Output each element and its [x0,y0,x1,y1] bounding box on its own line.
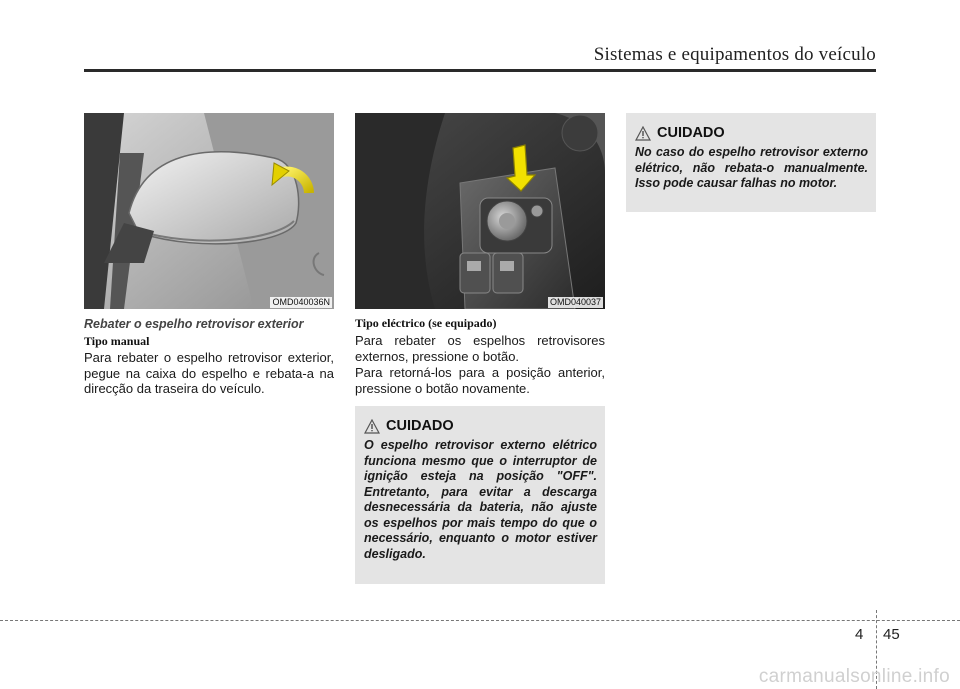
figure-code: OMD040036N [272,297,330,307]
footer-rule [0,620,960,621]
running-header: Sistemas e equipamentos do veículo [593,44,876,65]
mirror-fold-illustration [84,113,334,309]
caution-box-manual-fold [626,113,876,212]
manual-type-section [84,334,334,397]
caution-text: No caso do espelho retrovisor externo elétrico, não rebata-o manualmente. Isso pode causar falhas no motor. [635,145,868,190]
electric-type-label: Tipo eléctrico (se equipado) [355,316,497,330]
caution-title: CUIDADO [386,418,454,434]
caution-title: CUIDADO [657,125,725,141]
electric-type-paragraph-1: Para rebater os espelhos retrovisores externos, pressione o botão. [355,333,605,364]
figure-code: OMD040037 [549,297,601,307]
caution-header [635,125,868,141]
header-rule [84,69,876,72]
chapter-number: 4 [855,626,864,643]
section-subheading: Rebater o espelho retrovisor exterior [84,317,304,331]
caution-text: O espelho retrovisor externo elétrico funciona mesmo que o interruptor de ignição esteja na posição "OFF". Entretanto, para evitar a descarga desnecessária da bateria, não ajuste os espelhos por mais tempo do que o necessário, enquanto o motor estiver desligado. [364,438,597,561]
watermark: carmanualsonline.info [758,666,950,687]
mirror-fold-figure [84,113,334,309]
manual-type-label: Tipo manual [84,334,150,348]
mirror-switch-figure [355,113,605,309]
warning-triangle-icon [635,126,651,141]
mirror-switch-illustration [355,113,605,309]
caution-box-ignition [355,406,605,584]
manual-type-text: Para rebater o espelho retrovisor exterior, pegue na caixa do espelho e rebata-a na direcção da traseira do veículo. [84,350,334,396]
electric-type-paragraph-2: Para retorná-los para a posição anterior, pressione o botão novamente. [355,365,605,396]
warning-triangle-icon [364,419,380,434]
electric-type-section [355,316,605,396]
caution-header [364,418,597,434]
page-number: 45 [883,626,900,643]
